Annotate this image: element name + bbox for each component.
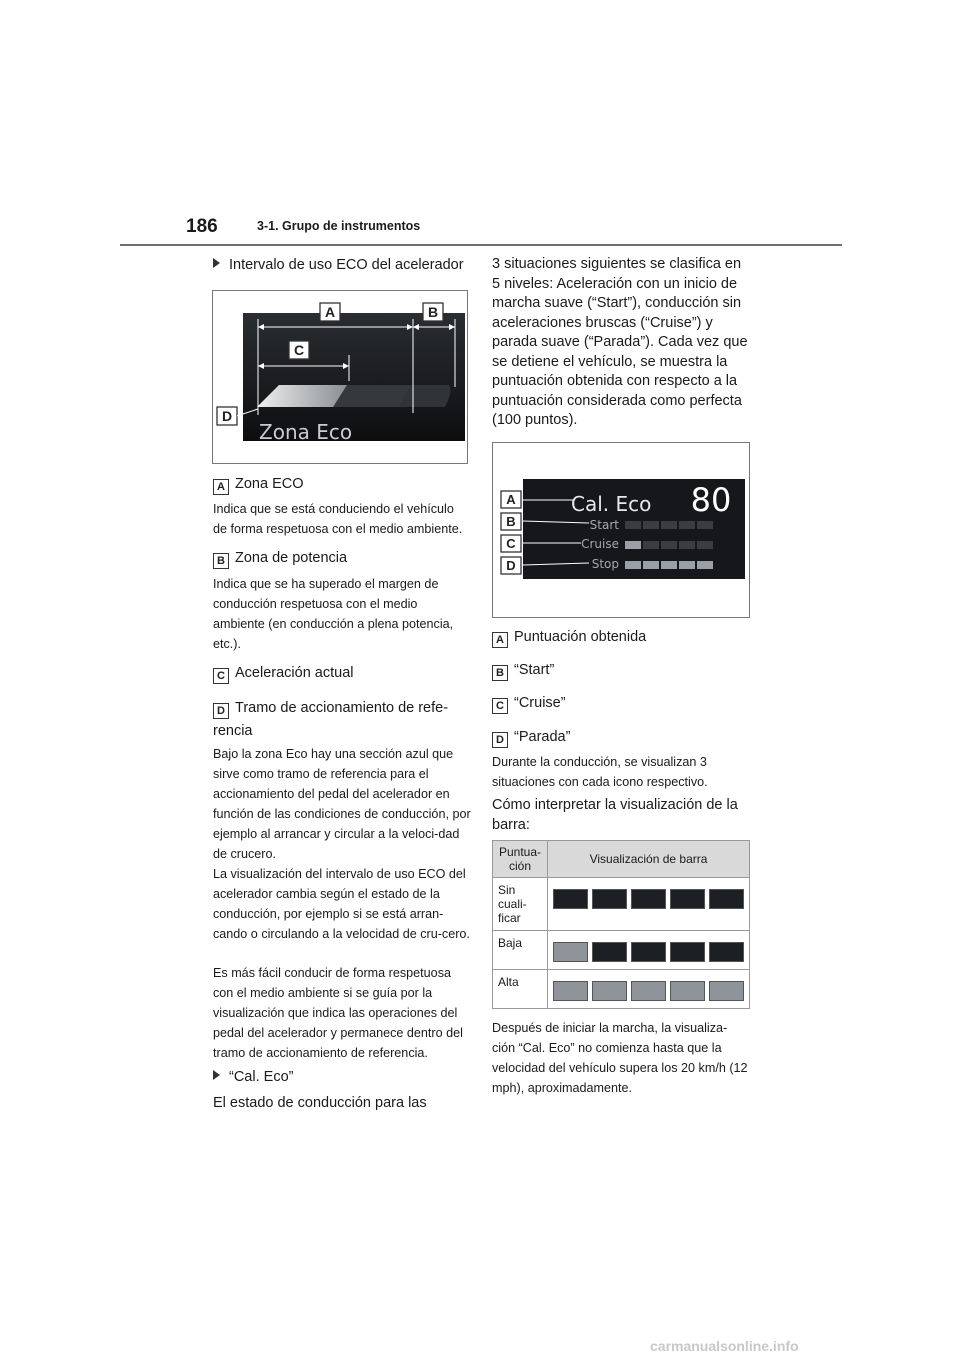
table-row — [493, 931, 750, 970]
fig2-score: 80 — [690, 481, 732, 519]
header-rule — [120, 244, 842, 246]
fig2-bar-segment — [679, 561, 695, 569]
paragraph-top-right: 3 situaciones siguientes se clasifica en 5 niveles: Aceleración con un inicio de marcha suave (“Start”), conducción sin aceleraciones bruscas (“Cruise”) y parada suave (“Parada”). Cada vez que se detiene el vehículo, se muestra la puntuación obtenida con respecto a la puntuación considerada como perfecta (100 puntos). — [492, 256, 748, 428]
figure-cal-eco — [492, 442, 750, 618]
bar-cell — [548, 931, 750, 970]
table-heading: Cómo interpretar la visualización de la barra: — [492, 797, 738, 833]
bar-segment — [709, 981, 744, 1001]
note-paragraph: Durante la conducción, se visualizan 3 situaciones con cada icono respectivo. — [492, 755, 708, 789]
fig2-bar-segment — [643, 541, 659, 549]
heading-eco-range: Intervalo de uso ECO del acelerador — [213, 255, 473, 275]
bar-segment — [631, 942, 666, 962]
bar-cell — [548, 970, 750, 1009]
fig2-bar-segment — [625, 521, 641, 529]
bar-segment — [631, 981, 666, 1001]
fig2-label-b: B — [506, 514, 516, 529]
bar-segment — [709, 942, 744, 962]
fig2-stop-label: Stop — [591, 557, 619, 571]
bar-segment — [553, 942, 588, 962]
triangle-bullet-icon — [213, 258, 220, 268]
row-label: Baja — [493, 931, 548, 970]
triangle-bullet-icon — [213, 1070, 220, 1080]
fig2-bar-segment — [625, 561, 641, 569]
bar-segment — [709, 889, 744, 909]
bar-segment — [631, 889, 666, 909]
paragraph-2: La visualización del intervalo de uso ECO del acelerador cambia según el estado de la conducción, por ejemplo si se está arran-cando o circulando a la velocidad de cru-cero. — [213, 867, 470, 941]
bar-segment — [670, 981, 705, 1001]
fig2-cruise-label: Cruise — [581, 537, 619, 551]
fig2-label-a: A — [506, 492, 516, 507]
r-item-a: A Puntuación obtenida — [492, 627, 750, 648]
figure-eco-zone — [212, 290, 468, 464]
fig1-screen-text: Zona Eco — [259, 420, 353, 444]
bar-display — [553, 889, 744, 909]
paragraph-bottom-right: Después de iniciar la marcha, la visualiza-ción “Cal. Eco” no comienza hasta que la velocidad del vehículo supera los 20 km/h (12 mph), aproximadamente. — [492, 1021, 748, 1095]
r-item-b: B “Start” — [492, 660, 750, 681]
fig1-label-a: A — [324, 304, 336, 320]
section-title: 3-1. Grupo de instrumentos — [257, 219, 421, 233]
fig1-label-b: B — [427, 304, 439, 320]
fig2-bar-segment — [697, 521, 713, 529]
fig2-bar-segment — [697, 561, 713, 569]
bar-segment — [670, 889, 705, 909]
bar-segment — [553, 981, 588, 1001]
bar-display — [553, 942, 744, 962]
fig2-label-c: C — [506, 536, 516, 551]
item-d-title: D Tramo de accionamiento de refe-rencia — [213, 700, 449, 739]
row-label: Sin cuali-ficar — [493, 878, 548, 931]
r-item-d: D “Parada” — [492, 727, 750, 748]
fig2-bar-segment — [679, 541, 695, 549]
fig2-bar-segment — [661, 541, 677, 549]
item-b-desc: Indica que se ha superado el margen de conducción respetuosa con el medio ambiente (en conducción a plena potencia, etc.). — [213, 577, 454, 651]
table-row — [493, 970, 750, 1009]
fig2-bar-segment — [643, 561, 659, 569]
fig2-bar-segment — [697, 541, 713, 549]
paragraph-3: Es más fácil conducir de forma respetuosa con el medio ambiente si se guía por la visualización que indica las operaciones del pedal del acelerador y permanece dentro del tramo de accionamiento de referencia. — [213, 966, 463, 1060]
fig1-label-d: D — [221, 408, 233, 424]
item-a-desc: Indica que se está conduciendo el vehículo de forma respetuosa con el medio ambiente. — [213, 502, 463, 536]
bar-segment — [592, 942, 627, 962]
fig2-start-label: Start — [589, 518, 619, 532]
fig2-bar-segment — [661, 521, 677, 529]
watermark: carmanualsonline.info — [650, 1338, 799, 1354]
bar-segment — [670, 942, 705, 962]
eco-zone-illustration — [213, 291, 467, 463]
r-item-c: C “Cruise” — [492, 693, 750, 714]
item-c-title: C Aceleración actual — [213, 663, 473, 684]
bar-cell — [548, 878, 750, 931]
col-header-bar: Visualización de barra — [548, 841, 750, 878]
cal-eco-illustration — [493, 443, 749, 617]
item-b-title: B Zona de potencia — [213, 548, 473, 569]
page-number: 186 — [186, 216, 218, 237]
fig2-bar-segment — [661, 561, 677, 569]
bar-segment — [553, 889, 588, 909]
bar-display — [553, 981, 744, 1001]
paragraph-4: El estado de conducción para las — [213, 1095, 427, 1111]
row-label: Alta — [493, 970, 548, 1009]
fig2-bar-segment — [679, 521, 695, 529]
fig1-label-c: C — [293, 342, 305, 358]
fig2-label-d: D — [506, 558, 516, 573]
bar-segment — [592, 889, 627, 909]
fig2-bar-segment — [643, 521, 659, 529]
bar-segment — [592, 981, 627, 1001]
heading-cal-eco: “Cal. Eco” — [213, 1067, 473, 1087]
col-header-score: Puntua-ción — [493, 841, 548, 878]
item-a-title: A Zona ECO — [213, 474, 473, 495]
bar-table — [492, 840, 750, 1009]
paragraph-1: Bajo la zona Eco hay una sección azul que sirve como tramo de referencia para el accionamiento del pedal del acelerador en función de las condiciones de conducción, por ejemplo al arrancar y circular a la veloci-dad de crucero. — [213, 747, 471, 861]
table-row — [493, 878, 750, 931]
fig2-bar-segment — [625, 541, 641, 549]
fig2-title: Cal. Eco — [571, 492, 652, 516]
